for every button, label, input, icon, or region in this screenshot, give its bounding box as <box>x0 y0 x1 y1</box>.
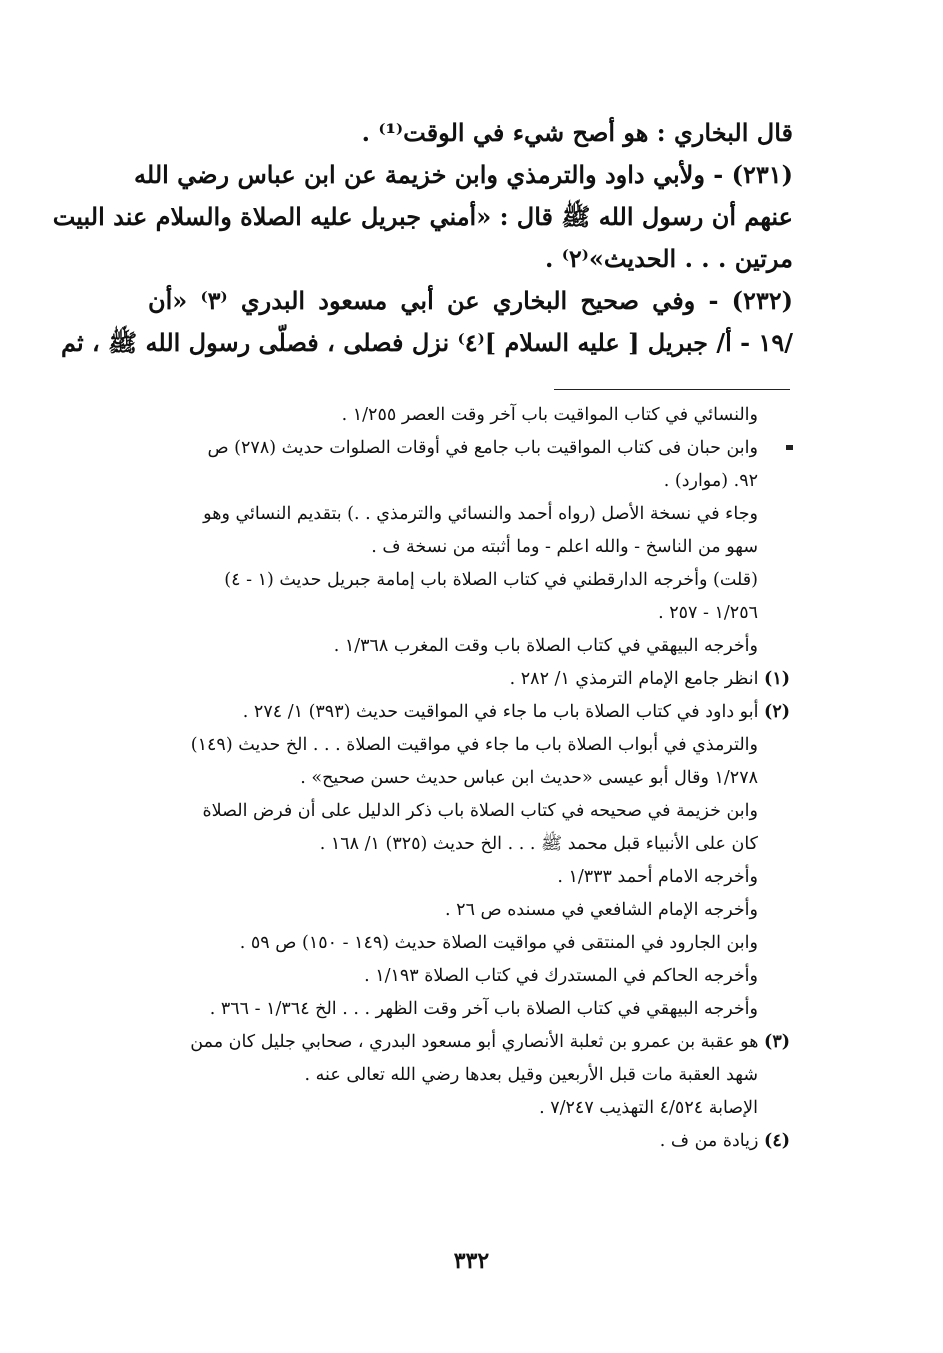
main-text <box>52 112 794 364</box>
footnote-line: وجاء في نسخة الأصل (رواه أحمد والنسائي والترمذي . .) بتقديم النسائي وهو <box>203 504 758 524</box>
footnote-line: سهو من الناسخ - والله اعلم - وما أثبته من نسخة ف . <box>371 537 758 557</box>
footnote-line: وابن الجارود في المنتقى في مواقيت الصلاة حديث (١٤٩ - ١٥٠) ص ٥٩ . <box>239 933 758 953</box>
main-line: /١٩ - أ/ جبريل [ عليه السلام ]⁽٤⁾ نزل فصلى ، فصلّى رسول الله ﷺ ، ثم <box>61 328 793 357</box>
footnote-divider <box>554 389 790 390</box>
page-number: ٣٣٢ <box>453 1248 490 1274</box>
footnote-line: وأخرجه الامام أحمد ١/٣٣٣ . <box>557 867 758 887</box>
footnote-number: (٣) <box>764 1032 790 1052</box>
footnote-line: وأخرجه البيهقي في كتاب الصلاة باب آخر وقت الظهر . . . الخ ١/٣٦٤ - ٣٦٦ . <box>209 999 758 1019</box>
footnote-line: وابن خزيمة في صحيحه في كتاب الصلاة باب ذكر الدليل على أن فرض الصلاة <box>202 801 758 821</box>
footnote-line: وأخرجه البيهقي في كتاب الصلاة باب وقت المغرب ١/٣٦٨ . <box>333 636 758 656</box>
footnote-line: وأخرجه الإمام الشافعي في مسنده ص ٢٦ . <box>445 900 758 920</box>
footnote-line: والترمذي في أبواب الصلاة باب ما جاء في مواقيت الصلاة . . . الخ حديث (١٤٩) <box>190 735 758 755</box>
footnote-line: ١/٢٥٦ - ٢٥٧ . <box>658 603 758 623</box>
main-line: مرتين . . . الحديث»⁽٢⁾ . <box>545 244 793 273</box>
footnote-line: والنسائي في كتاب المواقيت باب آخر وقت العصر ١/٢٥٥ . <box>341 405 758 425</box>
footnote-line: (٢) أبو داود في كتاب الصلاة باب ما جاء في المواقيت حديث (٣٩٣) ١/ ٢٧٤ . <box>242 702 790 722</box>
footnote-line: وابن حبان فى كتاب المواقيت باب جامع في أوقات الصلوات حديث (٢٧٨) ص <box>207 438 758 458</box>
footnote-line: (٤) زيادة من ف . <box>659 1131 790 1151</box>
footnote-line: كان على الأنبياء قبل محمد ﷺ . . . الخ حديث (٣٢٥) ١/ ١٦٨ . <box>319 834 758 854</box>
footnote-line: (١) انظر جامع الإمام الترمذي ١/ ٢٨٢ . <box>509 669 790 689</box>
footnote-line: (قلت) وأخرجه الدارقطني في كتاب الصلاة باب إمامة جبريل حديث (١ - ٤) <box>224 570 758 590</box>
main-line: (٢٣١) - ولأبي داود والترمذي وابن خزيمة عن ابن عباس رضي الله <box>134 160 793 189</box>
footnote-line: وأخرجه الحاكم في المستدرك في كتاب الصلاة ١/١٩٣ . <box>364 966 758 986</box>
footnotes <box>145 399 790 1158</box>
footnote-number: (١) <box>764 669 790 689</box>
footnote-line: ٩٢. (موارد) . <box>663 471 758 491</box>
main-line: قال البخاري : هو أصح شيء في الوقت⁽¹⁾ . <box>361 118 793 147</box>
footnote-number: (٢) <box>764 702 790 722</box>
main-line: (٢٣٢) - وفي صحيح البخاري عن أبي مسعود البدري ⁽٣⁾ «أن <box>148 286 794 315</box>
footnote-number: (٤) <box>764 1131 790 1151</box>
footnote-line: الإصابة ٤/٥٢٤ التهذيب ٧/٢٤٧ . <box>539 1098 758 1118</box>
main-line: عنهم أن رسول الله ﷺ قال : «أمني جبريل عليه الصلاة والسلام عند البيت <box>52 202 793 231</box>
footnote-line: ١/٢٧٨ وقال أبو عيسى «حديث ابن عباس حديث حسن صحيح» . <box>300 768 758 788</box>
footnote-line: (٣) هو عقبة بن عمرو بن ثعلبة الأنصاري أبو مسعود البدري ، صحابي جليل كان ممن <box>190 1032 790 1052</box>
footnote-line: شهد العقبة مات قبل الأربعين وقيل بعدها رضي الله تعالى عنه . <box>304 1065 758 1085</box>
